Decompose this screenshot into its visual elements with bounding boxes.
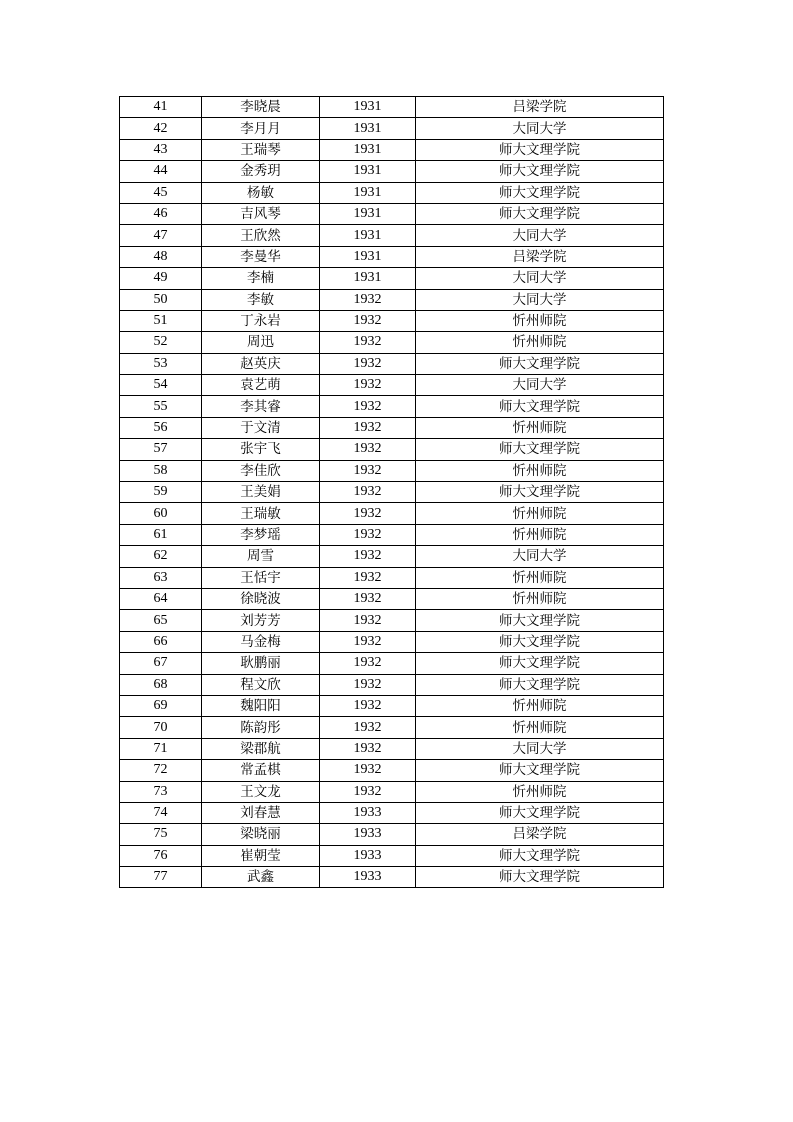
table-row — [120, 396, 664, 417]
name-cell: 魏阳阳 — [202, 695, 320, 716]
name-cell: 李梦瑶 — [202, 524, 320, 545]
year-cell: 1932 — [320, 546, 416, 567]
name-cell: 刘芳芳 — [202, 610, 320, 631]
school-cell: 大同大学 — [416, 225, 664, 246]
name-cell: 李楠 — [202, 268, 320, 289]
name-cell: 李晓晨 — [202, 97, 320, 118]
year-cell: 1932 — [320, 524, 416, 545]
row-number-cell: 64 — [120, 588, 202, 609]
name-cell: 陈韵彤 — [202, 717, 320, 738]
school-cell: 忻州师院 — [416, 417, 664, 438]
row-number-cell: 55 — [120, 396, 202, 417]
year-cell: 1932 — [320, 460, 416, 481]
name-cell: 武鑫 — [202, 867, 320, 888]
row-number-cell: 74 — [120, 802, 202, 823]
school-cell: 吕梁学院 — [416, 246, 664, 267]
table-row — [120, 268, 664, 289]
year-cell: 1932 — [320, 588, 416, 609]
year-cell: 1933 — [320, 802, 416, 823]
name-cell: 周雪 — [202, 546, 320, 567]
school-cell: 师大文理学院 — [416, 845, 664, 866]
table-row — [120, 546, 664, 567]
school-cell: 忻州师院 — [416, 460, 664, 481]
school-cell: 吕梁学院 — [416, 824, 664, 845]
name-cell: 王欣然 — [202, 225, 320, 246]
name-cell: 耿鹏丽 — [202, 653, 320, 674]
school-cell: 大同大学 — [416, 738, 664, 759]
name-cell: 徐晓波 — [202, 588, 320, 609]
name-cell: 张宇飞 — [202, 439, 320, 460]
name-cell: 李曼华 — [202, 246, 320, 267]
row-number-cell: 67 — [120, 653, 202, 674]
row-number-cell: 42 — [120, 118, 202, 139]
name-cell: 李敏 — [202, 289, 320, 310]
table-row — [120, 439, 664, 460]
name-cell: 梁郡航 — [202, 738, 320, 759]
name-cell: 刘春慧 — [202, 802, 320, 823]
school-cell: 师大文理学院 — [416, 439, 664, 460]
school-cell: 吕梁学院 — [416, 97, 664, 118]
year-cell: 1932 — [320, 375, 416, 396]
table-row — [120, 332, 664, 353]
name-cell: 李佳欣 — [202, 460, 320, 481]
year-cell: 1932 — [320, 439, 416, 460]
table-row — [120, 588, 664, 609]
year-cell: 1932 — [320, 717, 416, 738]
school-cell: 忻州师院 — [416, 781, 664, 802]
name-cell: 崔朝莹 — [202, 845, 320, 866]
name-cell: 马金梅 — [202, 631, 320, 652]
row-number-cell: 59 — [120, 482, 202, 503]
row-number-cell: 56 — [120, 417, 202, 438]
table-row — [120, 246, 664, 267]
name-cell: 王瑞琴 — [202, 139, 320, 160]
row-number-cell: 63 — [120, 567, 202, 588]
row-number-cell: 69 — [120, 695, 202, 716]
row-number-cell: 70 — [120, 717, 202, 738]
year-cell: 1932 — [320, 674, 416, 695]
row-number-cell: 76 — [120, 845, 202, 866]
table-row — [120, 460, 664, 481]
row-number-cell: 54 — [120, 375, 202, 396]
school-cell: 师大文理学院 — [416, 182, 664, 203]
year-cell: 1932 — [320, 417, 416, 438]
year-cell: 1932 — [320, 289, 416, 310]
roster-table — [119, 96, 664, 888]
year-cell: 1933 — [320, 824, 416, 845]
year-cell: 1932 — [320, 653, 416, 674]
school-cell: 忻州师院 — [416, 332, 664, 353]
name-cell: 王美娟 — [202, 482, 320, 503]
row-number-cell: 60 — [120, 503, 202, 524]
table-row — [120, 482, 664, 503]
year-cell: 1932 — [320, 503, 416, 524]
school-cell: 忻州师院 — [416, 310, 664, 331]
table-row — [120, 417, 664, 438]
row-number-cell: 71 — [120, 738, 202, 759]
row-number-cell: 47 — [120, 225, 202, 246]
year-cell: 1931 — [320, 246, 416, 267]
name-cell: 王恬宇 — [202, 567, 320, 588]
school-cell: 大同大学 — [416, 289, 664, 310]
year-cell: 1931 — [320, 118, 416, 139]
table-row — [120, 738, 664, 759]
table-row — [120, 353, 664, 374]
row-number-cell: 61 — [120, 524, 202, 545]
school-cell: 师大文理学院 — [416, 653, 664, 674]
school-cell: 忻州师院 — [416, 524, 664, 545]
school-cell: 师大文理学院 — [416, 760, 664, 781]
name-cell: 李月月 — [202, 118, 320, 139]
name-cell: 程文欣 — [202, 674, 320, 695]
school-cell: 师大文理学院 — [416, 867, 664, 888]
row-number-cell: 44 — [120, 161, 202, 182]
row-number-cell: 50 — [120, 289, 202, 310]
row-number-cell: 66 — [120, 631, 202, 652]
year-cell: 1931 — [320, 268, 416, 289]
name-cell: 王瑞敏 — [202, 503, 320, 524]
name-cell: 赵英庆 — [202, 353, 320, 374]
table-row — [120, 375, 664, 396]
row-number-cell: 45 — [120, 182, 202, 203]
table-row — [120, 524, 664, 545]
year-cell: 1931 — [320, 161, 416, 182]
name-cell: 李其睿 — [202, 396, 320, 417]
table-row — [120, 760, 664, 781]
year-cell: 1931 — [320, 203, 416, 224]
row-number-cell: 48 — [120, 246, 202, 267]
year-cell: 1932 — [320, 760, 416, 781]
name-cell: 于文清 — [202, 417, 320, 438]
year-cell: 1931 — [320, 97, 416, 118]
row-number-cell: 65 — [120, 610, 202, 631]
row-number-cell: 52 — [120, 332, 202, 353]
name-cell: 周迅 — [202, 332, 320, 353]
row-number-cell: 68 — [120, 674, 202, 695]
name-cell: 金秀玥 — [202, 161, 320, 182]
year-cell: 1931 — [320, 139, 416, 160]
row-number-cell: 43 — [120, 139, 202, 160]
name-cell: 吉风琴 — [202, 203, 320, 224]
school-cell: 师大文理学院 — [416, 396, 664, 417]
name-cell: 杨敏 — [202, 182, 320, 203]
school-cell: 大同大学 — [416, 375, 664, 396]
school-cell: 师大文理学院 — [416, 674, 664, 695]
school-cell: 师大文理学院 — [416, 610, 664, 631]
school-cell: 师大文理学院 — [416, 161, 664, 182]
school-cell: 师大文理学院 — [416, 353, 664, 374]
table-row — [120, 97, 664, 118]
table-row — [120, 503, 664, 524]
row-number-cell: 58 — [120, 460, 202, 481]
table-row — [120, 781, 664, 802]
school-cell: 忻州师院 — [416, 567, 664, 588]
school-cell: 师大文理学院 — [416, 802, 664, 823]
school-cell: 忻州师院 — [416, 588, 664, 609]
year-cell: 1932 — [320, 738, 416, 759]
row-number-cell: 75 — [120, 824, 202, 845]
table-row — [120, 289, 664, 310]
table-row — [120, 182, 664, 203]
year-cell: 1932 — [320, 482, 416, 503]
row-number-cell: 73 — [120, 781, 202, 802]
table-row — [120, 674, 664, 695]
year-cell: 1931 — [320, 182, 416, 203]
school-cell: 师大文理学院 — [416, 203, 664, 224]
year-cell: 1933 — [320, 845, 416, 866]
table-row — [120, 824, 664, 845]
year-cell: 1932 — [320, 631, 416, 652]
school-cell: 师大文理学院 — [416, 631, 664, 652]
table-row — [120, 717, 664, 738]
year-cell: 1932 — [320, 567, 416, 588]
table-row — [120, 567, 664, 588]
school-cell: 师大文理学院 — [416, 482, 664, 503]
row-number-cell: 72 — [120, 760, 202, 781]
row-number-cell: 53 — [120, 353, 202, 374]
table-row — [120, 139, 664, 160]
table-row — [120, 695, 664, 716]
name-cell: 梁晓丽 — [202, 824, 320, 845]
year-cell: 1933 — [320, 867, 416, 888]
year-cell: 1932 — [320, 695, 416, 716]
row-number-cell: 77 — [120, 867, 202, 888]
table-row — [120, 118, 664, 139]
year-cell: 1932 — [320, 353, 416, 374]
row-number-cell: 62 — [120, 546, 202, 567]
table-row — [120, 653, 664, 674]
school-cell: 大同大学 — [416, 546, 664, 567]
year-cell: 1932 — [320, 781, 416, 802]
table-row — [120, 225, 664, 246]
table-row — [120, 203, 664, 224]
school-cell: 大同大学 — [416, 118, 664, 139]
name-cell: 常孟棋 — [202, 760, 320, 781]
school-cell: 忻州师院 — [416, 695, 664, 716]
name-cell: 丁永岩 — [202, 310, 320, 331]
school-cell: 忻州师院 — [416, 717, 664, 738]
year-cell: 1932 — [320, 332, 416, 353]
year-cell: 1932 — [320, 610, 416, 631]
school-cell: 忻州师院 — [416, 503, 664, 524]
school-cell: 师大文理学院 — [416, 139, 664, 160]
roster-table-body — [120, 97, 664, 888]
year-cell: 1932 — [320, 310, 416, 331]
table-row — [120, 161, 664, 182]
year-cell: 1931 — [320, 225, 416, 246]
table-row — [120, 310, 664, 331]
row-number-cell: 49 — [120, 268, 202, 289]
table-row — [120, 845, 664, 866]
row-number-cell: 51 — [120, 310, 202, 331]
row-number-cell: 57 — [120, 439, 202, 460]
table-row — [120, 867, 664, 888]
name-cell: 王文龙 — [202, 781, 320, 802]
table-row — [120, 610, 664, 631]
table-row — [120, 802, 664, 823]
school-cell: 大同大学 — [416, 268, 664, 289]
table-row — [120, 631, 664, 652]
name-cell: 袁艺萌 — [202, 375, 320, 396]
row-number-cell: 46 — [120, 203, 202, 224]
row-number-cell: 41 — [120, 97, 202, 118]
year-cell: 1932 — [320, 396, 416, 417]
